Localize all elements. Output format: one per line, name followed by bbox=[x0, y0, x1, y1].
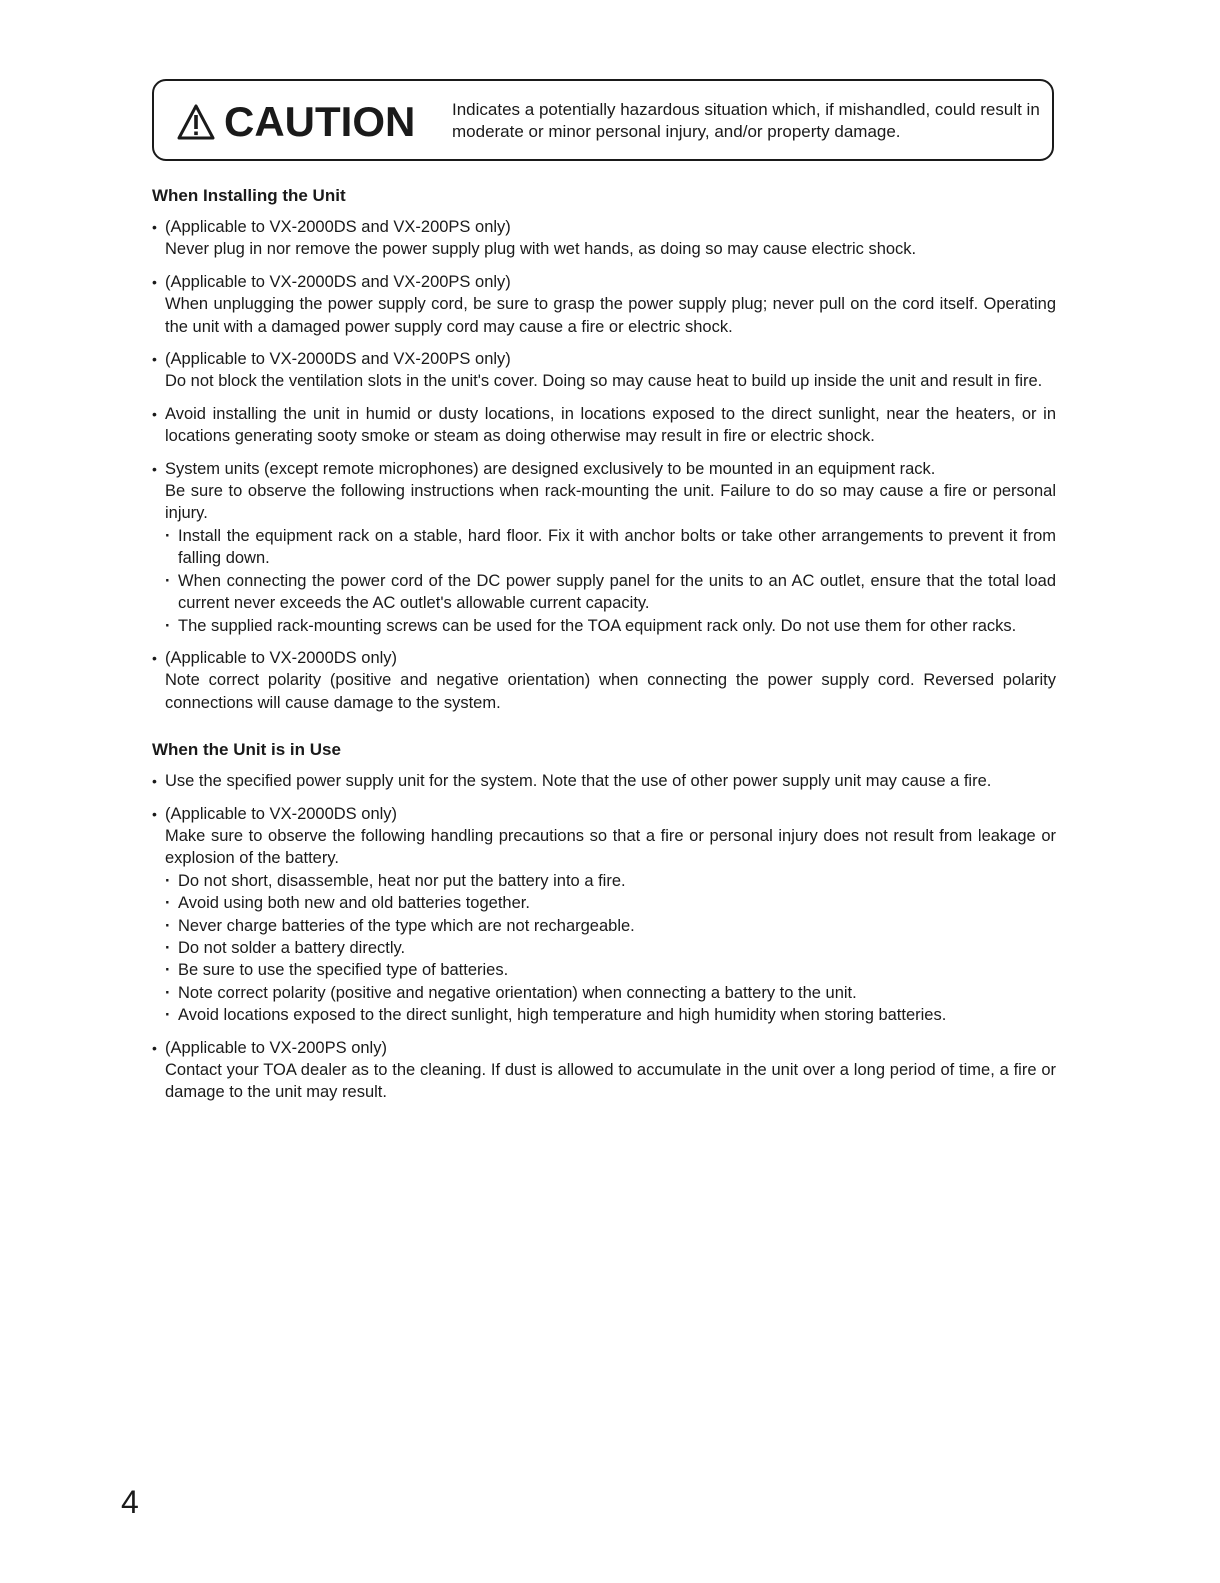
list-item bbox=[152, 271, 1056, 338]
bullet-text: • (Applicable to VX-200PS only) bbox=[165, 1038, 387, 1057]
bullet-text: • (Applicable to VX-2000DS and VX-200PS only) bbox=[165, 350, 511, 369]
safety-content bbox=[152, 184, 1056, 1114]
bullet-text: • (Applicable to VX-2000DS only) bbox=[165, 804, 398, 823]
page-number: 4 bbox=[121, 1484, 139, 1520]
list-item bbox=[152, 647, 1056, 714]
bullet-text: Never plug in nor remove the power supply plug with wet hands, as doing so may cause electric shock. bbox=[165, 240, 917, 259]
sub-list-item: · Note correct polarity (positive and negative orientation) when connecting a battery to the unit. bbox=[165, 982, 1056, 1004]
sub-list-item: · The supplied rack-mounting screws can be used for the TOA equipment rack only. Do not use them for other racks. bbox=[165, 615, 1056, 637]
caution-word: CAUTION bbox=[224, 98, 416, 145]
bullet-text: Make sure to observe the following handling precautions so that a fire or personal injury does not result from leakage or explosion of the battery. bbox=[165, 826, 1056, 868]
list-item bbox=[152, 216, 1056, 261]
section-heading: When Installing the Unit bbox=[152, 186, 346, 205]
sub-list bbox=[165, 870, 1056, 1027]
sub-list-item: · Do not short, disassemble, heat nor put the battery into a fire. bbox=[165, 870, 1056, 892]
sub-list-item: · Avoid locations exposed to the direct sunlight, high temperature and high humidity when storing batteries. bbox=[165, 1004, 1056, 1026]
section-heading: When the Unit is in Use bbox=[152, 740, 341, 760]
bullet-text: • (Applicable to VX-2000DS and VX-200PS only) bbox=[165, 272, 511, 291]
bullet-text: Be sure to observe the following instructions when rack-mounting the unit. Failure to do so may cause a fire or personal injury. bbox=[165, 482, 1056, 523]
list-item bbox=[152, 348, 1056, 393]
warning-triangle-icon bbox=[176, 103, 216, 141]
bullet-text: • System units (except remote microphones) are designed exclusively to be mounted in an equipment rack. bbox=[165, 459, 936, 478]
bullet-text: • (Applicable to VX-2000DS only) bbox=[165, 648, 398, 667]
sub-list-item: · Do not solder a battery directly. bbox=[165, 937, 1056, 959]
bullet-list bbox=[152, 216, 1056, 714]
sub-list-item: · Be sure to use the specified type of batteries. bbox=[165, 959, 1056, 981]
sub-list-item: · When connecting the power cord of the DC power supply panel for the units to an AC outlet, ensure that the total load current never exceeds the AC outlet's allowable current capacity. bbox=[165, 570, 1056, 615]
sub-list-item: · Never charge batteries of the type which are not rechargeable. bbox=[165, 915, 1056, 937]
caution-description: Indicates a potentially hazardous situation which, if mishandled, could result in moderate or minor personal injury, and/or property damage. bbox=[452, 100, 1040, 141]
bullet-text: Note correct polarity (positive and negative orientation) when connecting the power supply cord. Reversed polarity connections will cause damage to the system. bbox=[165, 671, 1056, 712]
sub-list bbox=[165, 525, 1056, 637]
caution-box bbox=[152, 79, 1054, 161]
list-item bbox=[152, 803, 1056, 1027]
list-item bbox=[152, 1037, 1056, 1104]
bullet-text: When unplugging the power supply cord, be sure to grasp the power supply plug; never pull on the cord itself. Operating the unit with a damaged power supply cord may cause a fire or electric shock. bbox=[165, 295, 1056, 336]
caution-title bbox=[176, 99, 415, 145]
bullet-text: • Avoid installing the unit in humid or dusty locations, in locations exposed to the direct sunlight, near the heaters, or in locations generating sooty smoke or steam as doing otherwise may result in fire or electric shock. bbox=[165, 404, 1056, 446]
bullet-text: Contact your TOA dealer as to the cleaning. If dust is allowed to accumulate in the unit over a long period of time, a fire or damage to the unit may result. bbox=[165, 1061, 1056, 1102]
bullet-text: • Use the specified power supply unit for the system. Note that the use of other power supply unit may cause a fire. bbox=[165, 772, 992, 791]
list-item bbox=[152, 458, 1056, 637]
bullet-text: Do not block the ventilation slots in the unit's cover. Doing so may cause heat to build up inside the unit and result in fire. bbox=[165, 372, 1043, 391]
list-item bbox=[152, 403, 1056, 448]
bullet-list bbox=[152, 770, 1056, 1104]
bullet-text: • (Applicable to VX-2000DS and VX-200PS only) bbox=[165, 218, 511, 236]
sub-list-item: · Install the equipment rack on a stable, hard floor. Fix it with anchor bolts or take other arrangements to prevent it from falling down. bbox=[165, 525, 1056, 570]
list-item bbox=[152, 770, 1056, 792]
sub-list-item: · Avoid using both new and old batteries together. bbox=[165, 892, 1056, 914]
